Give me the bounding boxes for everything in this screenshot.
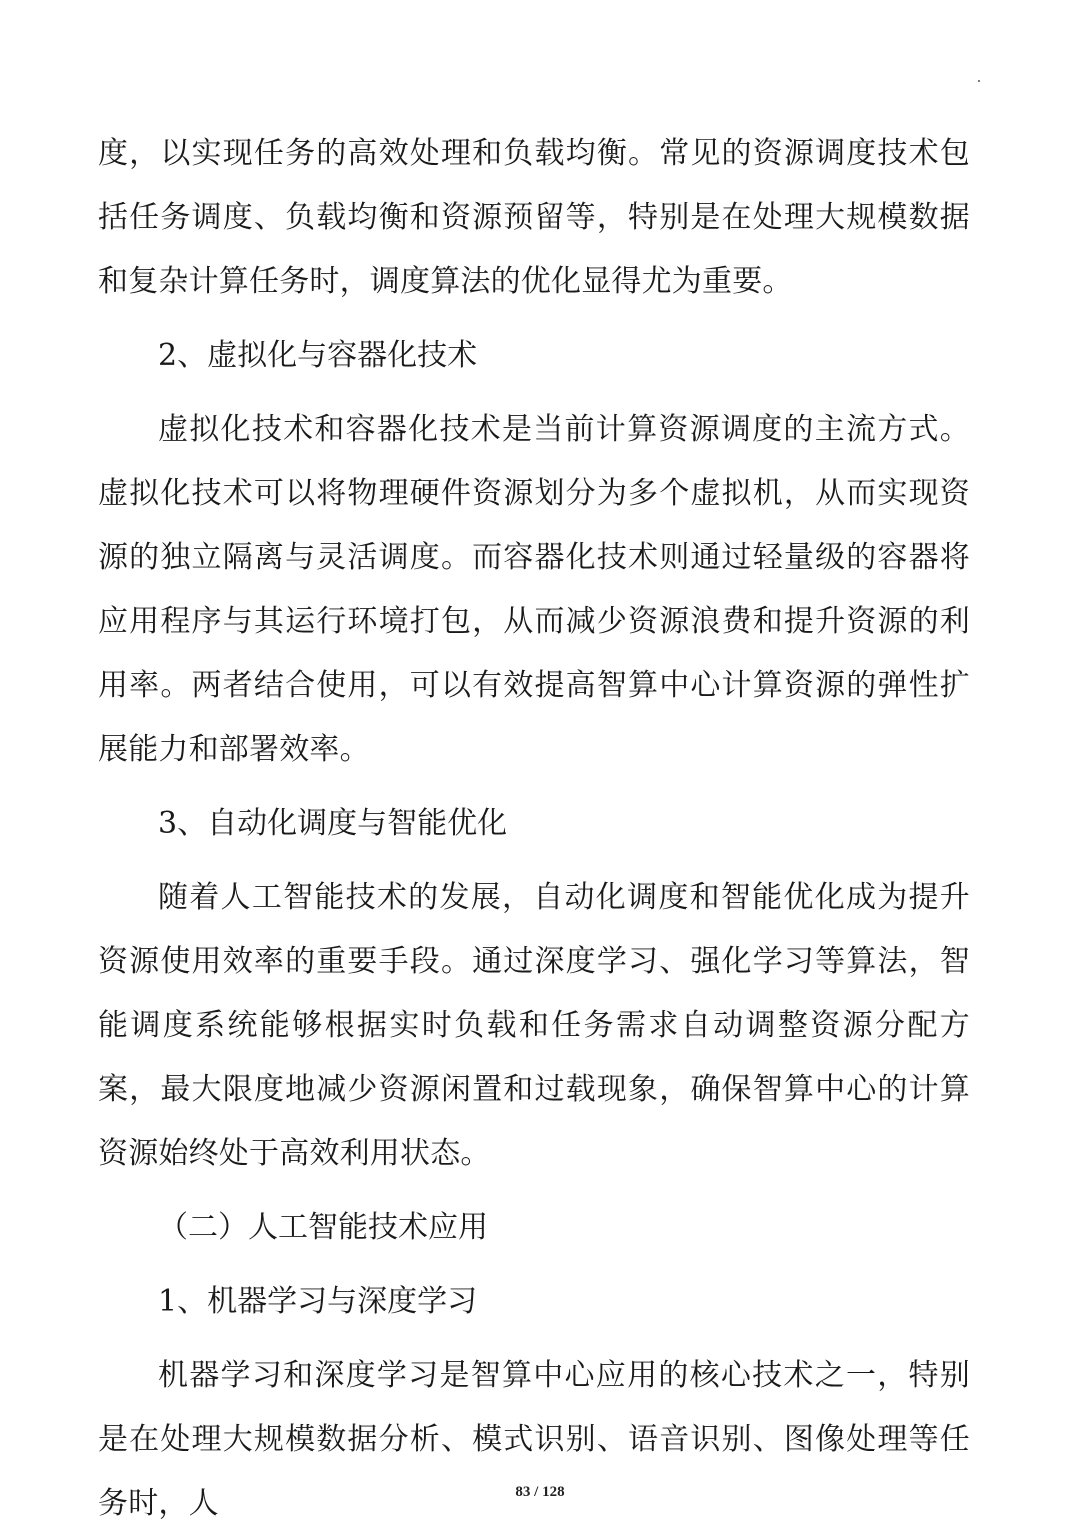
paragraph-machine-learning: 机器学习和深度学习是智算中心应用的核心技术之一，特别是在处理大规模数据分析、模式识别、语音识别、图像处理等任务时，人 xyxy=(98,1358,970,1521)
paragraph-automation: 随着人工智能技术的发展，自动化调度和智能优化成为提升资源使用效率的重要手段。通过深度学习、强化学习等算法，智能调度系统能够根据实时负载和任务需求自动调整资源分配方案，最大限度地减少资源闲置和过载现象，确保智算中心的计算资源始终处于高效利用状态。 xyxy=(98,880,970,1171)
paragraph-continuation: 度，以实现任务的高效处理和负载均衡。常见的资源调度技术包括任务调度、负载均衡和资源预留等，特别是在处理大规模数据和复杂计算任务时，调度算法的优化显得尤为重要。 xyxy=(98,136,970,299)
section-heading-virtualization: 2、虚拟化与容器化技术 xyxy=(158,338,478,373)
chapter-heading-ai-applications: （二）人工智能技术应用 xyxy=(158,1210,488,1245)
corner-mark xyxy=(978,80,980,82)
paragraph-virtualization: 虚拟化技术和容器化技术是当前计算资源调度的主流方式。虚拟化技术可以将物理硬件资源划分为多个虚拟机，从而实现资源的独立隔离与灵活调度。而容器化技术则通过轻量级的容器将应用程序与其运行环境打包，从而减少资源浪费和提升资源的利用率。两者结合使用，可以有效提高智算中心计算资源的弹性扩展能力和部署效率。 xyxy=(98,412,970,767)
page-content xyxy=(98,122,970,1536)
section-heading-automation: 3、自动化调度与智能优化 xyxy=(158,806,508,841)
page-number: 83 / 128 xyxy=(515,1484,565,1500)
section-heading-machine-learning: 1、机器学习与深度学习 xyxy=(158,1284,478,1319)
